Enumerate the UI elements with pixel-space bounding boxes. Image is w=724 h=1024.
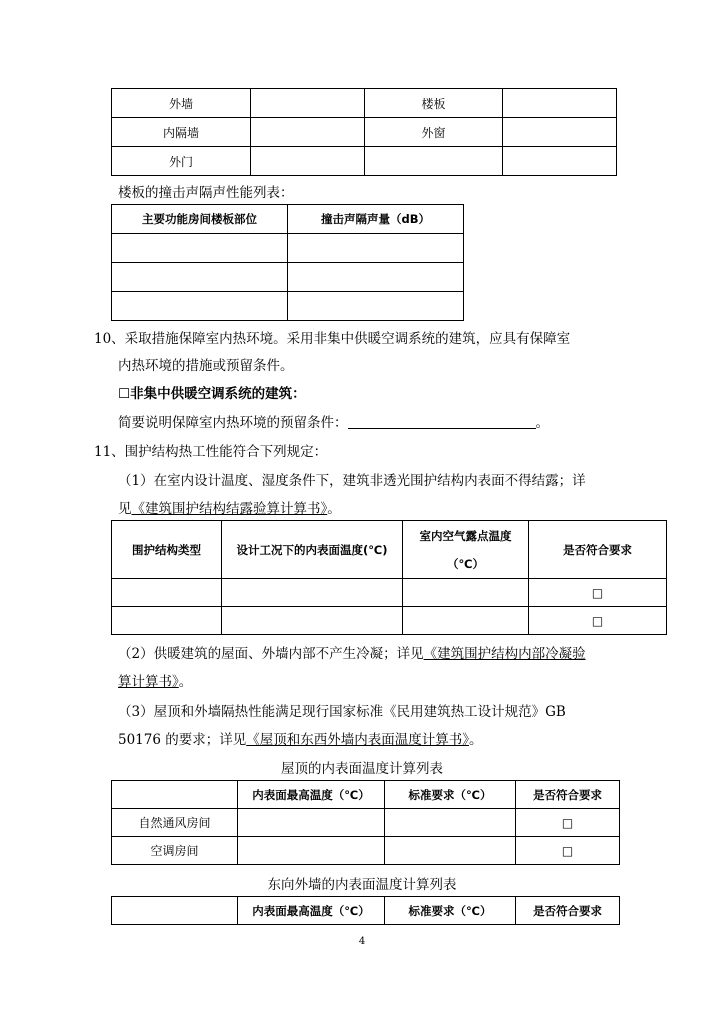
- p3-line1: （3）屋顶和外墙隔热性能满足现行国家标准《民用建筑热工设计规范》GB: [118, 704, 566, 720]
- p3-text: 50176 的要求；详见: [118, 732, 247, 748]
- compliance-checkbox[interactable]: □: [516, 809, 620, 837]
- table-cell[interactable]: [288, 292, 464, 321]
- p1-prefix: 见: [118, 501, 132, 517]
- table-cell: 自然通风房间: [112, 809, 238, 837]
- table-cell[interactable]: [385, 837, 516, 865]
- page-number: 4: [358, 936, 366, 947]
- table-cell[interactable]: [112, 263, 288, 292]
- table-header: 主要功能房间楼板部位: [112, 205, 288, 234]
- p2-line1: [118, 642, 586, 662]
- table-cell[interactable]: [503, 118, 617, 147]
- table-row: [112, 234, 464, 263]
- table-header-row: [112, 521, 667, 579]
- table-row: [112, 809, 620, 837]
- table-row: [112, 292, 464, 321]
- p3-end: 。: [469, 732, 483, 748]
- table-row: [112, 837, 620, 865]
- table-row: [112, 607, 667, 635]
- table-cell[interactable]: [238, 837, 385, 865]
- table-header: 内表面最高温度（℃）: [238, 897, 385, 925]
- table-cell[interactable]: [503, 89, 617, 118]
- table-cell: 空调房间: [112, 837, 238, 865]
- roof-wall-temp-link[interactable]: 《屋顶和东西外墙内表面温度计算书》: [246, 732, 469, 748]
- impact-sound-table: [111, 204, 464, 321]
- impact-caption: 楼板的撞击声隔声性能列表：: [118, 185, 294, 201]
- p2-line2: [118, 670, 192, 690]
- table-cell[interactable]: [112, 607, 222, 635]
- table-header: 撞击声隔声量（dB）: [288, 205, 464, 234]
- table-cell[interactable]: [385, 809, 516, 837]
- table-cell: 外门: [112, 147, 251, 176]
- table-cell[interactable]: [251, 118, 365, 147]
- compliance-checkbox[interactable]: □: [529, 579, 667, 607]
- table-row: [112, 89, 617, 118]
- table-header: [112, 781, 238, 809]
- brief-end: 。: [535, 415, 549, 431]
- brief-label: 简要说明保障室内热环境的预留条件：: [118, 415, 348, 431]
- brief-conditions-line: [118, 411, 549, 431]
- table-cell[interactable]: [222, 607, 403, 635]
- table-header-dewpoint: [403, 521, 529, 579]
- table-row: [112, 147, 617, 176]
- dewpoint-header-line1: 室内空气露点温度: [419, 528, 512, 543]
- item-11-line1: 11、围护结构热工性能符合下列规定：: [94, 444, 328, 460]
- table-header: 标准要求（℃）: [385, 897, 516, 925]
- item-10-line2: 内热环境的措施或预留条件。: [118, 358, 294, 374]
- compliance-checkbox[interactable]: □: [516, 837, 620, 865]
- table-header: 是否符合要求: [529, 521, 667, 579]
- condensation-table: [111, 520, 667, 635]
- non-central-hvac-checkbox[interactable]: ☐非集中供暖空调系统的建筑：: [118, 386, 306, 402]
- p1-end: 。: [327, 501, 341, 517]
- table-cell[interactable]: [403, 607, 529, 635]
- interior-condensation-link[interactable]: 《建筑围护结构内部冷凝验: [423, 646, 586, 662]
- condensation-calc-link[interactable]: 《建筑围护结构结露验算计算书》: [131, 501, 328, 517]
- table-row: [112, 263, 464, 292]
- table-cell[interactable]: [288, 234, 464, 263]
- table-header: 围护结构类型: [112, 521, 222, 579]
- item-10-line1: 10、采取措施保障室内热环境。采用非集中供暖空调系统的建筑，应具有保障室: [94, 331, 571, 347]
- table-cell: 内隔墙: [112, 118, 251, 147]
- table-cell[interactable]: [112, 579, 222, 607]
- p3-line2: [118, 728, 483, 748]
- east-wall-temperature-table: [111, 896, 620, 925]
- table-cell: 外窗: [365, 118, 503, 147]
- table-header: 标准要求（℃）: [385, 781, 516, 809]
- east-wall-table-caption: 东向外墙的内表面温度计算列表: [267, 877, 457, 893]
- table-cell[interactable]: [403, 579, 529, 607]
- roof-table-caption: 屋顶的内表面温度计算列表: [281, 761, 443, 777]
- table-header-row: [112, 205, 464, 234]
- table-cell[interactable]: [112, 234, 288, 263]
- dewpoint-header-line2: （℃）: [447, 556, 484, 571]
- table-header-row: [112, 781, 620, 809]
- table-cell[interactable]: [112, 292, 288, 321]
- item-11-p1-line2: [118, 497, 341, 517]
- table-cell: 楼板: [365, 89, 503, 118]
- table-header: 内表面最高温度（℃）: [238, 781, 385, 809]
- item-11-p1-line1: （1）在室内设计温度、湿度条件下，建筑非透光围护结构内表面不得结露；详: [118, 473, 586, 489]
- p2-text: （2）供暖建筑的屋面、外墙内部不产生冷凝；详见: [118, 646, 424, 662]
- table-row: [112, 118, 617, 147]
- table-header-row: [112, 897, 620, 925]
- table-cell[interactable]: [251, 89, 365, 118]
- table-header: 是否符合要求: [516, 781, 620, 809]
- p2-end: 。: [178, 674, 193, 690]
- brief-blank-field[interactable]: [348, 414, 536, 429]
- table-cell[interactable]: [222, 579, 403, 607]
- table-cell[interactable]: [238, 809, 385, 837]
- table-header: 是否符合要求: [516, 897, 620, 925]
- table-cell[interactable]: [251, 147, 365, 176]
- compliance-checkbox[interactable]: □: [529, 607, 667, 635]
- table-header: 设计工况下的内表面温度(℃): [222, 521, 403, 579]
- table-header: [112, 897, 238, 925]
- interior-condensation-link-cont[interactable]: 算计算书》: [118, 674, 179, 690]
- envelope-table: [111, 88, 617, 176]
- table-row: [112, 579, 667, 607]
- table-cell[interactable]: [288, 263, 464, 292]
- table-cell: [365, 147, 503, 176]
- roof-temperature-table: [111, 780, 620, 865]
- table-cell: 外墙: [112, 89, 251, 118]
- table-cell[interactable]: [503, 147, 617, 176]
